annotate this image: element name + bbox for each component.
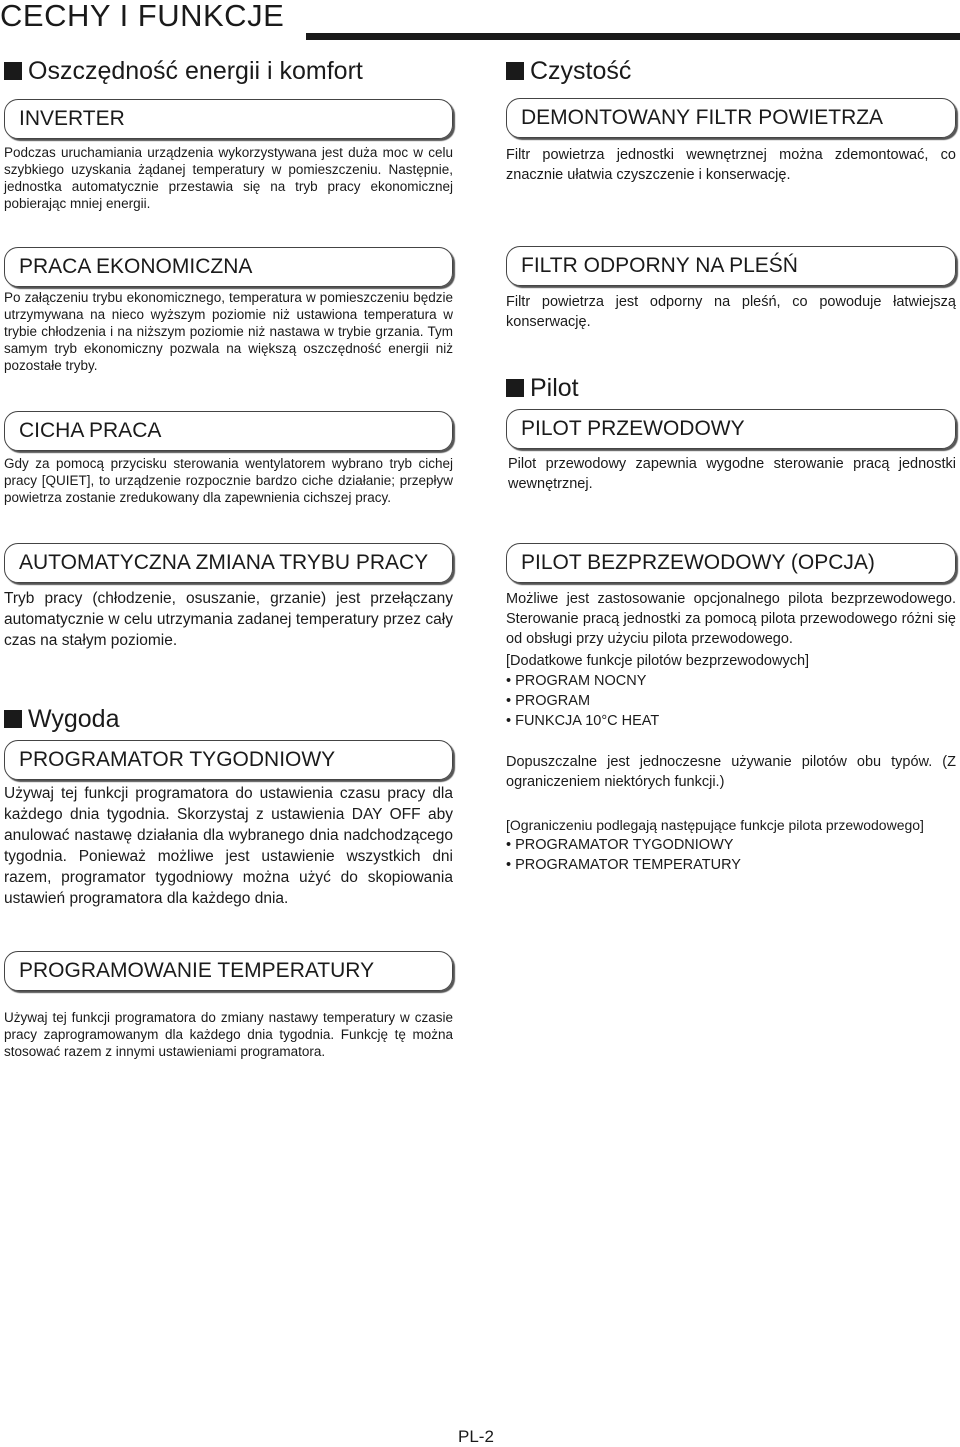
mold-title: FILTR ODPORNY NA PLEŚŃ: [506, 246, 956, 286]
section-energy-heading: [4, 57, 363, 86]
page-number: PL-2: [458, 1427, 494, 1446]
temp-prog-text: Używaj tej funkcji programatora do zmiany nastawy temperatury w czasie pracy zaprogramowanym dla każdego dnia tygodnia. Funkcję tę można stosować razem z innymi ustawieniami programatora.: [4, 1010, 453, 1059]
list-item: • PROGRAMATOR TYGODNIOWY: [506, 837, 734, 853]
eco-text: Po załączeniu trybu ekonomicznego, temperatura w pomieszczeniu będzie utrzymywana na nieco wyższym poziomie niż ustawiona temperatura w trybie chłodzenia i na niższym poziomie niż nastawa w trybie grzania. Tym samym tryb ekonomiczny pozwala na większą oszczędność energii niż pozostałe tryby.: [4, 290, 453, 373]
wireless-title: PILOT BEZPRZEWODOWY (OPCJA): [506, 543, 956, 583]
section-pilot-heading: [506, 374, 579, 403]
mold-text: Filtr powietrza jest odporny na pleśń, co powoduje łatwiejszą konserwację.: [506, 294, 956, 330]
section-comfort-heading: [4, 705, 120, 734]
section-pilot-label: Pilot: [530, 374, 579, 402]
list-item: • FUNKCJA 10°C HEAT: [506, 713, 660, 729]
weekly-text: Używaj tej funkcji programatora do ustawienia czasu pracy dla każdego dnia tygodnia. Skorzystaj z ustawienia DAY OFF aby anulować nastawę działania dla wybranego dnia nadchodzącego tygodnia. Ponieważ możliwe jest ustawienie wszystkich dni razem, programator tygodniowy można użyć do skopiowania ustawień programatora dla każdego dnia.: [4, 785, 453, 907]
section-comfort-label: Wygoda: [28, 705, 120, 733]
eco-title: PRACA EKONOMICZNA: [4, 247, 453, 287]
square-bullet-icon: [506, 62, 524, 80]
square-bullet-icon: [4, 710, 22, 728]
quiet-title: CICHA PRACA: [4, 411, 453, 451]
filter-text: Filtr powietrza jednostki wewnętrznej można zdemontować, co znacznie ułatwia czyszczenie i konserwację.: [506, 147, 956, 183]
wired-text: Pilot przewodowy zapewnia wygodne sterowanie pracą jednostki wewnętrznej.: [508, 456, 956, 492]
title-rule: [306, 33, 960, 40]
inverter-text: Podczas uruchamiania urządzenia wykorzystywana jest duża moc w celu szybkiego uzyskania żądanej temperatury w pomieszczeniu. Następnie, jednostka automatycznie przestawia się na tryb pracy ekonomicznej pobierając mniej energii.: [4, 145, 453, 211]
list-item: • PROGRAMATOR TEMPERATURY: [506, 857, 741, 873]
section-clean-label: Czystość: [530, 57, 632, 85]
filter-title: DEMONTOWANY FILTR POWIETRZA: [506, 98, 956, 138]
square-bullet-icon: [506, 379, 524, 397]
wireless-limit-title: [Ograniczeniu podlegają następujące funkcje pilota przewodowego]: [506, 817, 924, 833]
wireless-text: Możliwe jest zastosowanie opcjonalnego pilota bezprzewodowego. Sterowanie pracą jednostki za pomocą pilota przewodowego różni się od obsługi przy użyciu pilota przewodowego.: [506, 591, 956, 647]
section-clean-heading: [506, 57, 631, 86]
page-title: CECHY I FUNKCJE: [0, 0, 285, 33]
inverter-title: INVERTER: [4, 99, 453, 139]
auto-title: AUTOMATYCZNA ZMIANA TRYBU PRACY: [4, 543, 453, 583]
temp-prog-title: PROGRAMOWANIE TEMPERATURY: [4, 951, 453, 991]
auto-text: Tryb pracy (chłodzenie, osuszanie, grzanie) jest przełączany automatycznie w celu utrzymania zadanej temperatury przez cały czas na stałym poziomie.: [4, 590, 453, 649]
wired-title: PILOT PRZEWODOWY: [506, 409, 956, 449]
quiet-text: Gdy za pomocą przycisku sterowania wentylatorem wybrano tryb cichej pracy [QUIET], to urządzenie rozpocznie bardzo ciche działanie; przepływ powietrza zostanie zredukowany dla zapewnienia cichszej pracy.: [4, 456, 453, 505]
square-bullet-icon: [4, 62, 22, 80]
section-energy-label: Oszczędność energii i komfort: [28, 57, 363, 85]
list-item: • PROGRAM NOCNY: [506, 673, 647, 689]
weekly-title: PROGRAMATOR TYGODNIOWY: [4, 740, 453, 780]
wireless-extra-title: [Dodatkowe funkcje pilotów bezprzewodowych]: [506, 653, 810, 669]
wireless-note: Dopuszczalne jest jednoczesne używanie pilotów obu typów. (Z ograniczeniem niektórych funkcji.): [506, 754, 956, 790]
list-item: • PROGRAM: [506, 693, 591, 709]
